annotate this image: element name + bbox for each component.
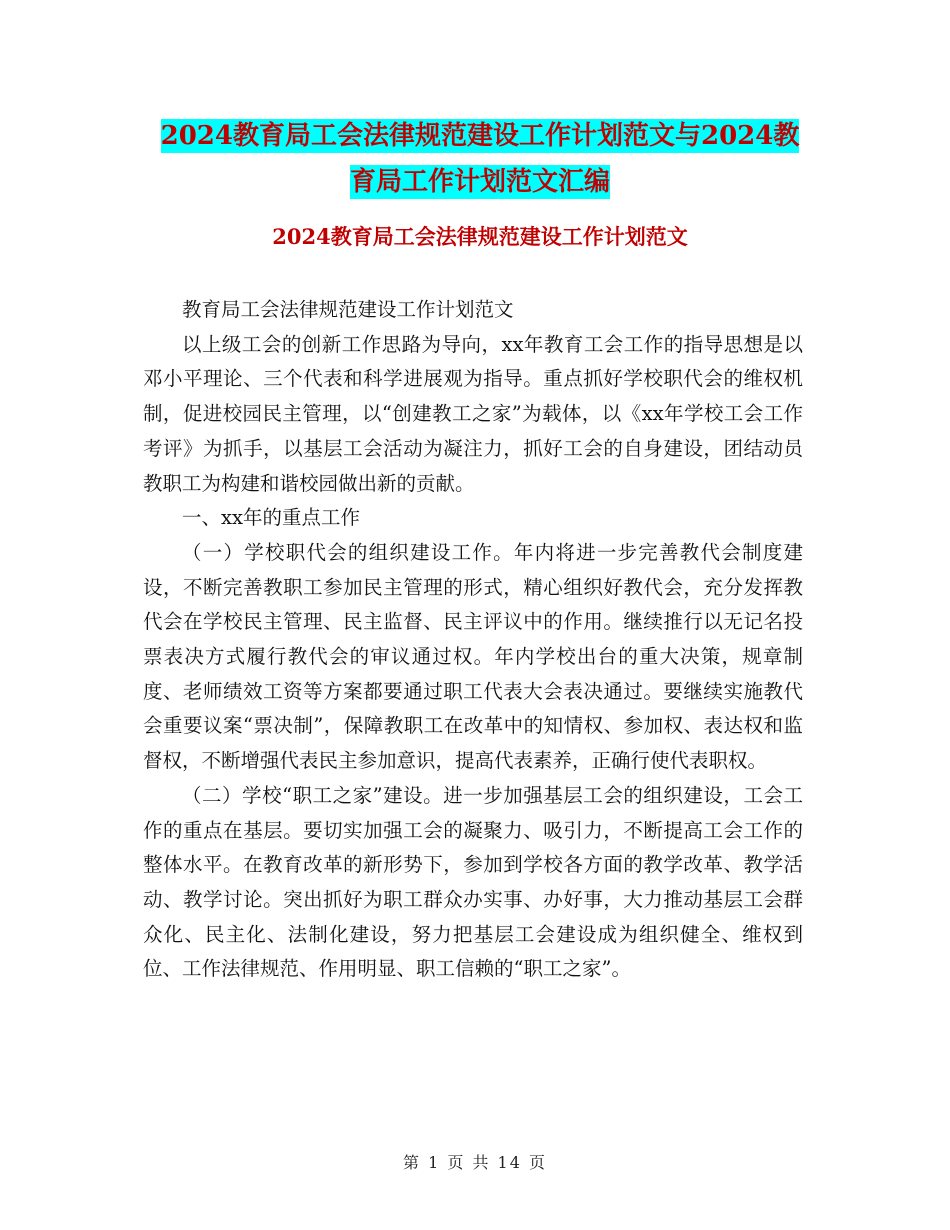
paragraph-section-heading: 一、xx年的重点工作 <box>182 506 360 530</box>
document-title-line-2: 育局工作计划范文汇编 <box>349 167 610 197</box>
document-body <box>143 293 803 987</box>
document-title-line-1: 2024教育局工会法律规范建设工作计划范文与2024教 <box>160 121 800 151</box>
paragraph-item-2: （二）学校“职工之家”建设。进一步加强基层工会的组织建设，工会工作的重点在基层。要切实加强工会的凝聚力、吸引力，不断提高工会工作的整体水平。在教育改革的新形势下，参加到学校各方面的教学改革、教学活动、教学讨论。突出抓好为职工群众办实事、办好事，大力推动基层工会群众化、民主化、法制化建设，努力把基层工会建设成为组织健全、维权到位、工作法律规范、作用明显、职工信赖的“职工之家”。 <box>143 783 803 981</box>
paragraph-item-1: （一）学校职代会的组织建设工作。年内将进一步完善教代会制度建设，不断完善教职工参加民主管理的形式，精心组织好教代会，充分发挥教代会在学校民主管理、民主监督、民主评议中的作用。继续推行以无记名投票表决方式履行教代会的审议通过权。年内学校出台的重大决策，规章制度、老师绩效工资等方案都要通过职工代表大会表决通过。要继续实施教代会重要议案“票决制”，保障教职工在改革中的知情权、参加权、表达权和监督权，不断增强代表民主参加意识，提高代表素养，正确行使代表职权。 <box>143 540 803 773</box>
paragraph-intro: 以上级工会的创新工作思路为导向，xx年教育工会工作的指导思想是以邓小平理论、三个代表和科学进展观为指导。重点抓好学校职代会的维权机制，促进校园民主管理，以“创建教工之家”为载体，以《xx年学校工会工作考评》为抓手，以基层工会活动为凝注力，抓好工会的自身建设，团结动员教职工为构建和谐校园做出新的贡献。 <box>143 332 803 495</box>
section-title: 2024教育局工会法律规范建设工作计划范文 <box>272 224 688 249</box>
paragraph-heading: 教育局工会法律规范建设工作计划范文 <box>182 298 514 321</box>
page-number: 第 1 页 共 14 页 <box>403 1153 547 1172</box>
document-title <box>140 113 820 205</box>
